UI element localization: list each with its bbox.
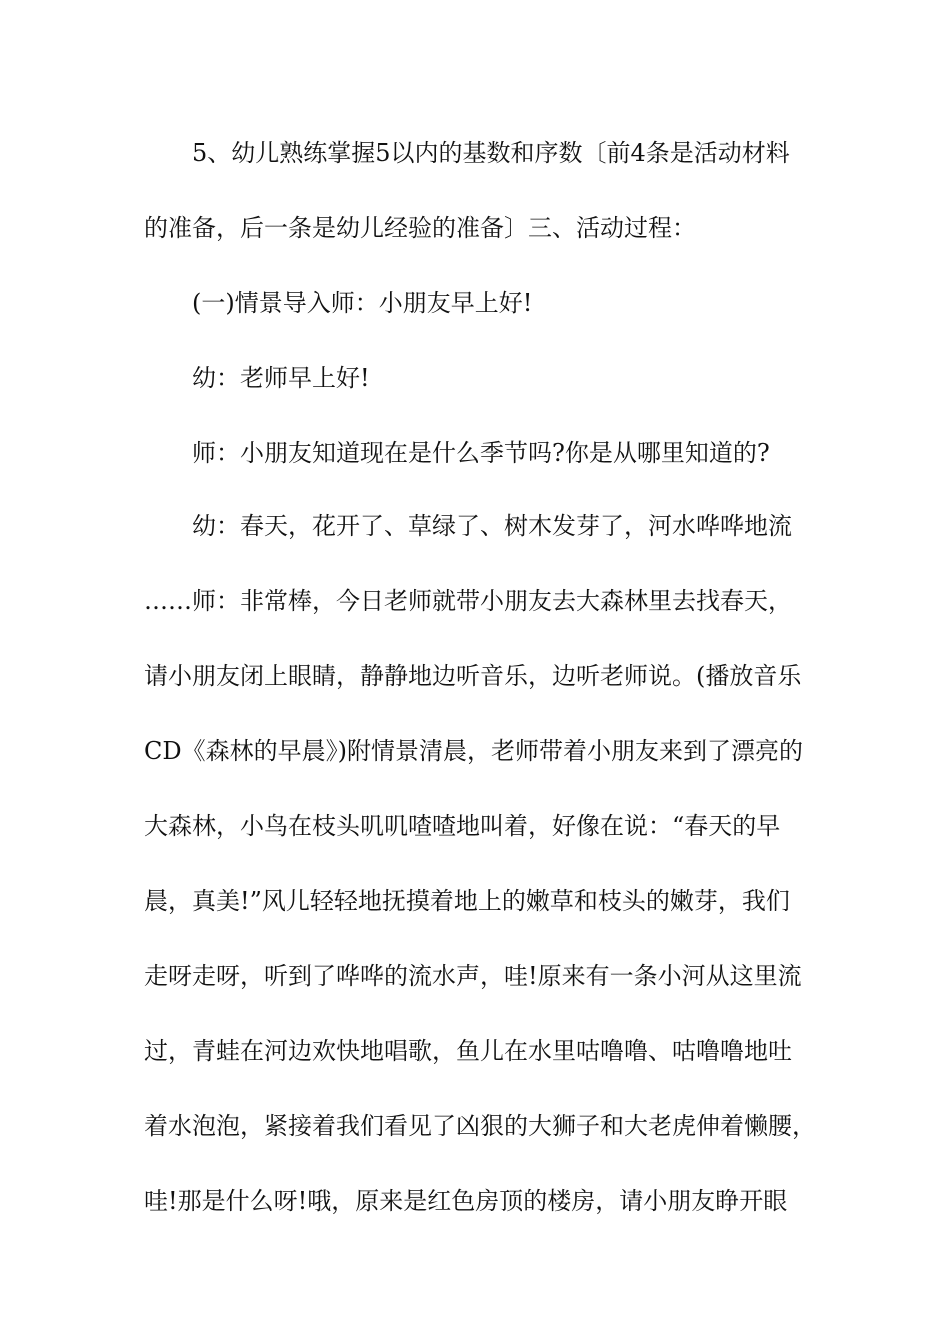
text-line: ……师：非常棒，今日老师就带小朋友去大森林里去找春天， (144, 587, 792, 615)
text-line: 的准备，后一条是幼儿经验的准备〕三、活动过程： (144, 214, 696, 242)
text-line: CD《森林的早晨》)附情景清晨，老师带着小朋友来到了漂亮的 (144, 737, 803, 765)
text-line: 走呀走呀，听到了哗哗的流水声，哇!原来有一条小河从这里流 (144, 962, 802, 990)
text-line: 请小朋友闭上眼睛，静静地边听音乐，边听老师说。(播放音乐 (144, 662, 802, 690)
text-line: (一)情景导入师：小朋友早上好! (192, 289, 533, 317)
text-line: 哇!那是什么呀!哦，原来是红色房顶的楼房，请小朋友睁开眼 (144, 1187, 788, 1215)
text-line: 师：小朋友知道现在是什么季节吗?你是从哪里知道的? (192, 439, 770, 467)
text-line: 过，青蛙在河边欢快地唱歌，鱼儿在水里咕噜噜、咕噜噜地吐 (144, 1037, 792, 1065)
text-line: 5、幼儿熟练掌握5以内的基数和序数〔前4条是活动材料 (192, 139, 790, 167)
text-line: 大森林，小鸟在枝头叽叽喳喳地叫着，好像在说：“春天的早 (144, 812, 781, 840)
text-line: 着水泡泡，紧接着我们看见了凶狠的大狮子和大老虎伸着懒腰， (144, 1112, 816, 1140)
text-line: 幼：春天，花开了、草绿了、树木发芽了，河水哗哗地流 (192, 512, 792, 540)
text-line: 幼：老师早上好! (192, 364, 370, 392)
text-line: 晨，真美!”风儿轻轻地抚摸着地上的嫩草和枝头的嫩芽，我们 (144, 887, 790, 915)
